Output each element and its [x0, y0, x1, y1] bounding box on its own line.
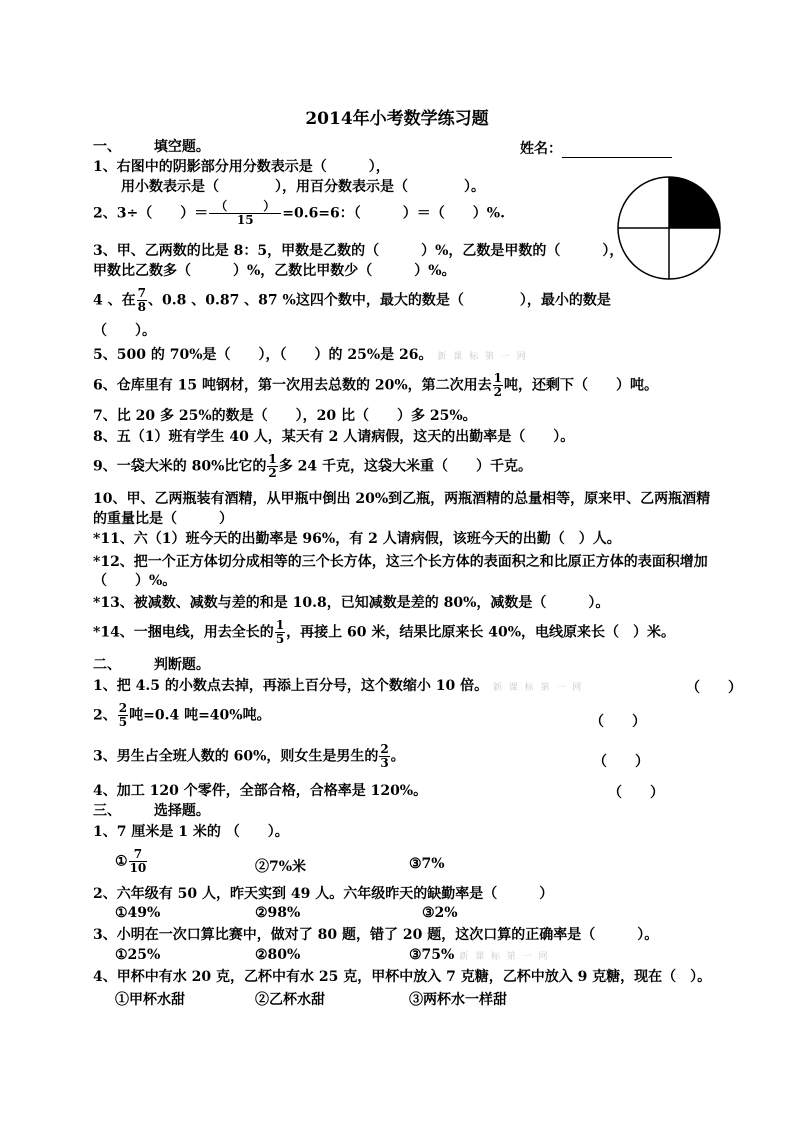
name-blank-line[interactable] [562, 141, 672, 158]
watermark: 新 课 标 第 一 网 [437, 352, 528, 362]
c3-option-3-text: ③75% [409, 947, 455, 963]
q12-line-b: （ ）%。 [93, 573, 177, 589]
j3-fraction-den: 3 [380, 756, 389, 770]
c4-option-1[interactable]: ①甲杯水甜 [115, 992, 185, 1008]
q2-line [93, 200, 505, 227]
c2-option-2[interactable]: ②98% [255, 905, 301, 921]
c3-line: 3、小明在一次口算比赛中，做对了 80 题，错了 20 题，这次口算的正确率是（ ）。 [93, 927, 659, 943]
c4-option-2[interactable]: ②乙杯水甜 [255, 992, 325, 1008]
q14-post: ，再接上 60 米，结果比原来长 40%，电线原来长（ ）米。 [286, 624, 676, 641]
c1-option-1-den: 10 [129, 861, 147, 875]
j2-post: 吨=0.4 吨=40%吨。 [129, 707, 271, 724]
j3-pre: 3、男生占全班人数的 60%，则女生是男生的 [93, 748, 379, 765]
name-label: 姓名： [520, 141, 562, 157]
c1-option-1[interactable] [115, 848, 148, 875]
q4-line-b: （ ）。 [93, 323, 156, 339]
j4-line: 4、加工 120 个零件，全部合格，合格率是 120%。 [93, 783, 428, 799]
j3-post: 。 [390, 748, 405, 765]
q6-pre: 6、仓库里有 15 吨钢材，第一次用去总数的 20%，第二次用去 [93, 377, 492, 394]
q9-fraction-den: 2 [268, 466, 277, 480]
q14-fraction-den: 5 [275, 632, 285, 646]
q9-pre: 9、一袋大米的 80%比它的 [93, 458, 267, 475]
c1-option-1-mark: ① [115, 853, 128, 870]
q10-line-b: 的重量比是（ ） [93, 511, 233, 527]
c1-line: 1、7 厘米是 1 米的 （ ）。 [93, 824, 289, 840]
j2-pre: 2、 [93, 707, 117, 724]
q5-text: 5、500 的 70%是（ ），（ ）的 25%是 26。 [93, 347, 433, 363]
q9-fraction [267, 453, 277, 480]
q2-post: =0.6=6：（ ）＝（ ）%. [282, 205, 505, 222]
j3-answer-paren[interactable]: （ ） [593, 754, 649, 770]
q7-line: 7、比 20 多 25%的数是（ ），20 比（ ）多 25%。 [93, 408, 477, 424]
j1-answer-paren[interactable]: （ ） [686, 680, 742, 696]
q13-line: *13、被减数、减数与差的和是 10.8，已知减数是差的 80%，减数是（ ）。 [93, 595, 610, 611]
watermark: 新 课 标 第 一 网 [459, 952, 550, 962]
q9-post: 多 24 千克，这袋大米重（ ）千克。 [278, 458, 532, 475]
j2-fraction-den: 5 [118, 715, 128, 729]
q9-fraction-num: 1 [268, 452, 277, 466]
j2-fraction-num: 2 [118, 701, 128, 715]
c2-option-1[interactable]: ①49% [115, 905, 161, 921]
section-1-heading [93, 138, 210, 156]
q9-line [93, 453, 532, 480]
c4-option-3[interactable]: ③两杯水一样甜 [409, 992, 507, 1008]
j3-fraction-num: 2 [380, 742, 389, 756]
j2-line [93, 702, 271, 729]
q3-line-b: 甲数比乙数多（ ）%，乙数比甲数少（ ）%。 [93, 263, 456, 279]
pie-shaded-quarter [669, 177, 720, 228]
q4-fraction-num: 7 [137, 286, 146, 300]
q6-line [93, 372, 658, 399]
q4-post: 、0.8 、0.87 、87 %这四个数中，最大的数是（ ），最小的数是 [147, 292, 611, 309]
q14-line [93, 619, 675, 646]
c3-option-3[interactable] [409, 947, 550, 963]
q10-line-a: 10、甲、乙两瓶装有酒精，从甲瓶中倒出 20%到乙瓶，两瓶酒精的总量相等，原来甲、乙两瓶酒精 [93, 491, 711, 507]
q1-line-b: 用小数表示是（ ），用百分数表示是（ ）。 [121, 179, 485, 195]
j4-answer-paren[interactable]: （ ） [608, 785, 664, 801]
section-3-label: 选择题。 [153, 803, 210, 819]
q4-line [93, 287, 611, 314]
section-1-number: 一、 [93, 139, 121, 155]
q5-line [93, 346, 528, 366]
q2-pre: 2、3÷（ ）＝ [93, 205, 209, 222]
watermark: 新 课 标 第 一 网 [492, 683, 584, 693]
q2-fraction [209, 200, 281, 227]
q8-line: 8、五（1）班有学生 40 人，某天有 2 人请病假，这天的出勤率是（ ）。 [93, 429, 575, 445]
c3-option-1[interactable]: ①25% [115, 947, 161, 963]
q6-post: 吨，还剩下（ ）吨。 [504, 377, 658, 394]
j1-line [93, 677, 583, 697]
page-title: 2014年小考数学练习题 [305, 109, 489, 129]
q4-fraction-den: 8 [137, 300, 146, 314]
c2-line: 2、六年级有 50 人，昨天实到 49 人。六年级昨天的缺勤率是（ ） [93, 886, 554, 902]
q2-fraction-den: 15 [236, 213, 254, 227]
q2-fraction-num: （ ） [209, 200, 281, 214]
q1-line-a: 1、右图中的阴影部分用分数表示是（ ）， [93, 159, 390, 175]
q11-line: *11、六（1）班今天的出勤率是 96%，有 2 人请病假，该班今天的出勤（ ）人。 [93, 531, 621, 547]
j1-text: 1、把 4.5 的小数点去掉，再添上百分号，这个数缩小 10 倍。 [93, 678, 489, 694]
c1-option-1-fraction [129, 848, 148, 875]
c1-option-2[interactable]: ②7%米 [255, 859, 307, 875]
q4-pre: 4 、在 [93, 292, 136, 309]
q4-fraction [137, 287, 147, 314]
pie-circle-figure [616, 175, 722, 281]
j3-line [93, 743, 405, 770]
c1-option-1-num: 7 [129, 848, 148, 862]
section-2-label: 判断题。 [153, 657, 210, 673]
section-2-heading [93, 656, 210, 674]
c4-line: 4、甲杯中有水 20 克，乙杯中有水 25 克，甲杯中放入 7 克糖，乙杯中放入 9 克糖，现在（ ）。 [93, 969, 712, 985]
section-3-heading [93, 802, 210, 820]
q14-fraction [275, 619, 285, 646]
q3-line-a: 3、甲、乙两数的比是 8：5，甲数是乙数的（ ）%，乙数是甲数的（ ）， [93, 243, 624, 259]
section-3-number: 三、 [93, 803, 121, 819]
section-1-label: 填空题。 [153, 139, 210, 155]
name-field[interactable] [520, 138, 672, 158]
q12-line-a: *12、把一个正方体切分成相等的三个长方体，这三个长方体的表面积之和比原正方体的表面积增加 [93, 554, 708, 570]
c3-option-2[interactable]: ②80% [255, 947, 301, 963]
j2-fraction [118, 702, 128, 729]
q14-pre: *14、一捆电线，用去全长的 [93, 624, 274, 641]
section-2-number: 二、 [93, 657, 121, 673]
q6-fraction-num: 1 [493, 371, 502, 385]
c2-option-3[interactable]: ③2% [422, 905, 458, 921]
c1-option-3[interactable]: ③7% [409, 856, 445, 872]
q6-fraction-den: 2 [493, 385, 502, 399]
j2-answer-paren[interactable]: （ ） [590, 714, 646, 730]
j3-fraction [379, 743, 389, 770]
q6-fraction [493, 372, 503, 399]
q14-fraction-num: 1 [275, 618, 285, 632]
